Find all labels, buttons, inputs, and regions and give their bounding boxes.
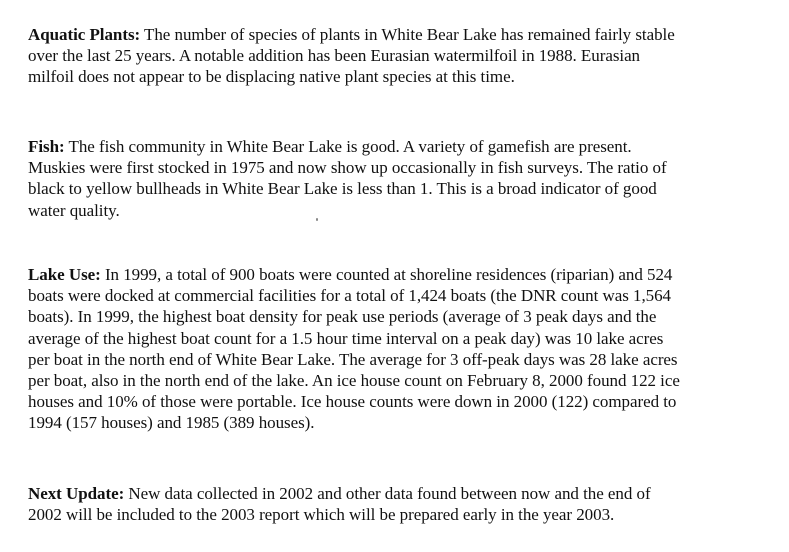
- paragraph-line: 1994 (157 houses) and 1985 (389 houses).: [28, 413, 315, 433]
- text-line: In 1999, a total of 900 boats were counted at shoreline residences (riparian) and 524: [100, 265, 673, 284]
- scan-speck: [316, 218, 318, 221]
- paragraph-line: water quality.: [28, 200, 120, 220]
- paragraph-aquatic-plants: [28, 24, 768, 88]
- section-next-update: [28, 483, 768, 525]
- paragraph-line: [28, 24, 768, 45]
- text-line: The number of species of plants in White Bear Lake has remained fairly stable: [140, 25, 675, 44]
- text-line: New data collected in 2002 and other data found between now and the end of: [124, 484, 651, 503]
- paragraph-next-update: [28, 483, 768, 525]
- paragraph-line: [28, 264, 768, 285]
- heading-fish: Fish:: [28, 137, 65, 156]
- heading-next-update: Next Update:: [28, 484, 125, 503]
- paragraph-line: average of the highest boat count for a 1.5 hour time interval on a peak day) was 10 lake acres: [28, 328, 664, 348]
- paragraph-line: [28, 136, 768, 157]
- section-aquatic-plants: [28, 24, 768, 88]
- section-fish: [28, 136, 768, 221]
- paragraph-lake-use: [28, 264, 768, 434]
- paragraph-line: per boat, also in the north end of the lake. An ice house count on February 8, 2000 found 122 ice: [28, 371, 680, 391]
- paragraph-line: milfoil does not appear to be displacing native plant species at this time.: [28, 67, 515, 87]
- heading-aquatic-plants: Aquatic Plants:: [28, 25, 141, 44]
- paragraph-fish: [28, 136, 768, 221]
- paragraph-line: boats were docked at commercial facilities for a total of 1,424 boats (the DNR count was 1,564: [28, 286, 671, 306]
- text-line: The fish community in White Bear Lake is good. A variety of gamefish are present.: [64, 137, 632, 156]
- paragraph-line: black to yellow bullheads in White Bear Lake is less than 1. This is a broad indicator of good: [28, 179, 657, 199]
- paragraph-line: boats). In 1999, the highest boat density for peak use periods (average of 3 peak days and the: [28, 307, 657, 327]
- paragraph-line: 2002 will be included to the 2003 report which will be prepared early in the year 2003.: [28, 505, 615, 525]
- heading-lake-use: Lake Use:: [28, 265, 101, 284]
- paragraph-line: Muskies were first stocked in 1975 and now show up occasionally in fish surveys. The ratio of: [28, 158, 667, 178]
- section-lake-use: [28, 264, 768, 434]
- paragraph-line: houses and 10% of those were portable. Ice house counts were down in 2000 (122) compared to: [28, 392, 677, 412]
- paragraph-line: per boat in the north end of White Bear Lake. The average for 3 off-peak days was 28 lake acres: [28, 349, 678, 369]
- paragraph-line: [28, 483, 768, 504]
- paragraph-line: over the last 25 years. A notable addition has been Eurasian watermilfoil in 1988. Eurasian: [28, 46, 641, 66]
